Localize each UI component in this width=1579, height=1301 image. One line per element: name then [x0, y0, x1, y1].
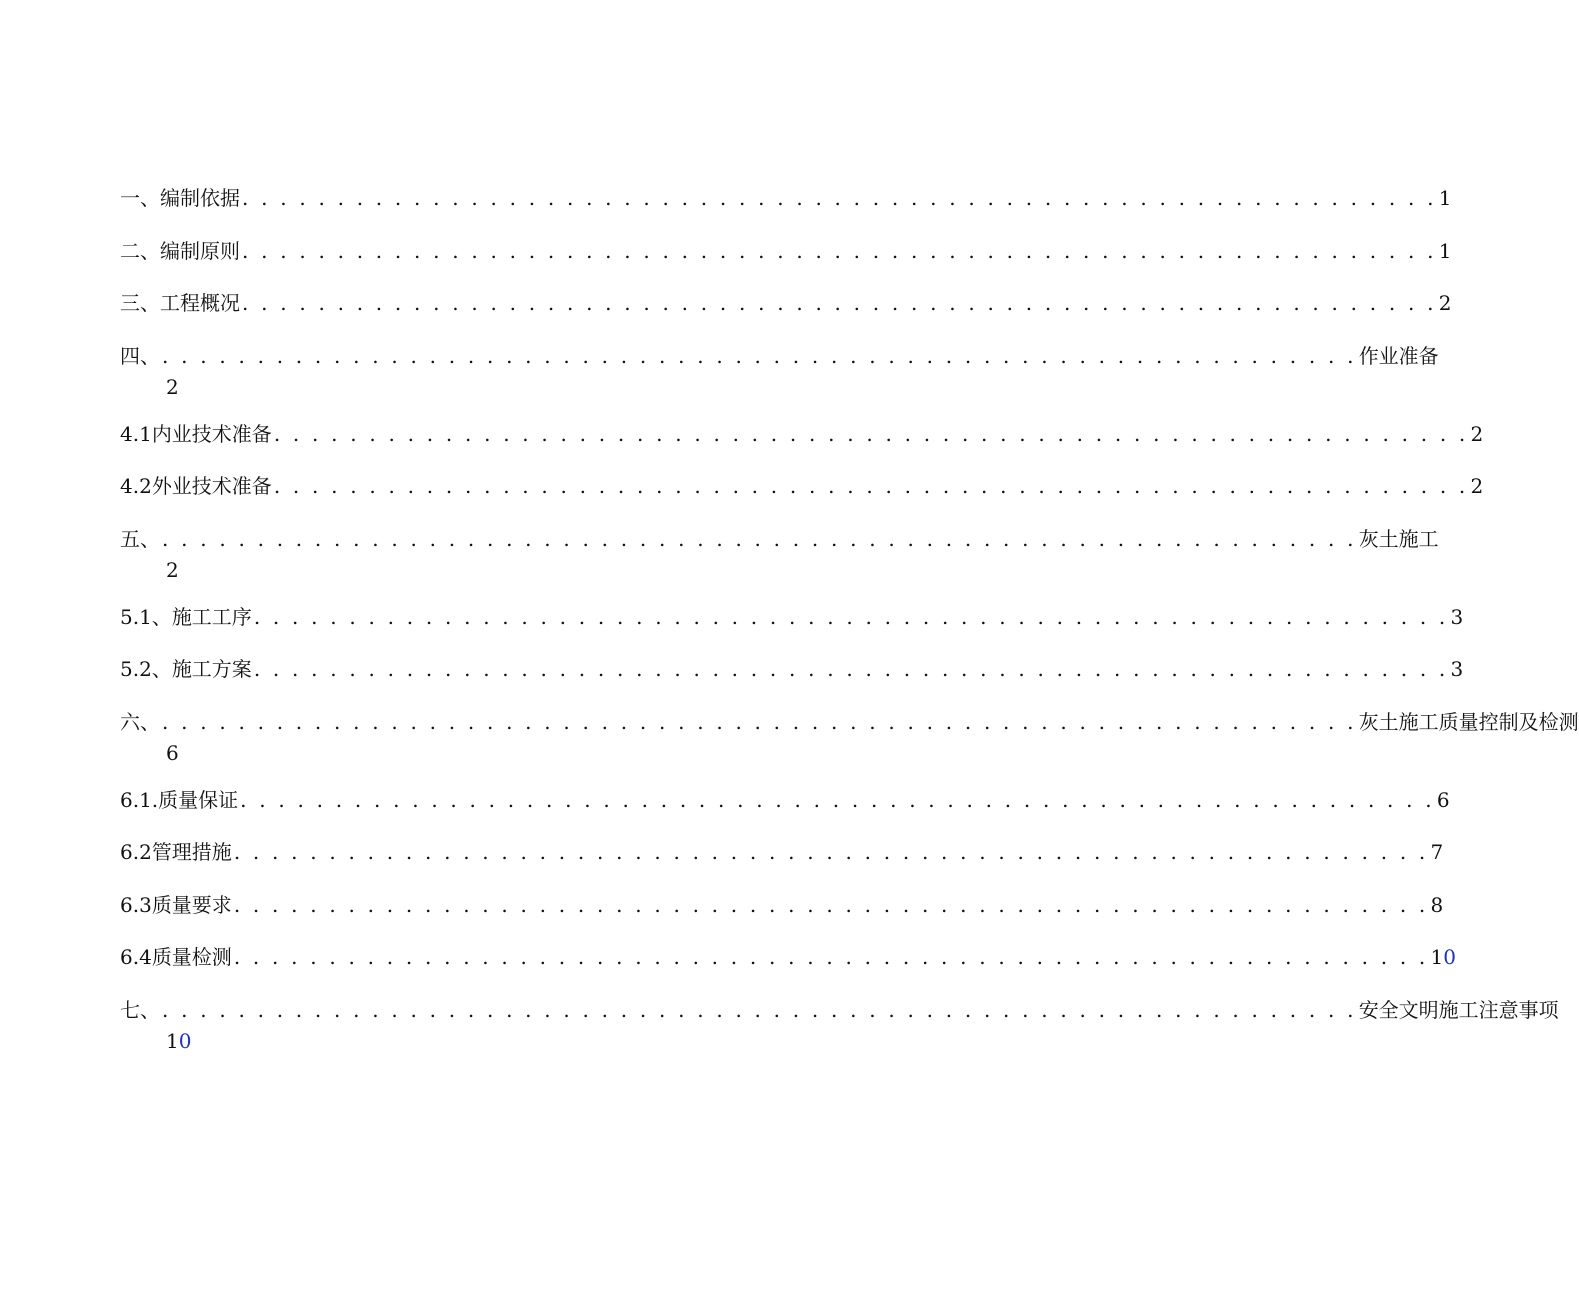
toc-entry-title: 外业技术准备: [151, 474, 272, 498]
toc-entry[interactable]: [120, 519, 1439, 597]
toc-entry-title: 施工工序: [171, 604, 252, 629]
toc-entry-title: 编制依据: [160, 186, 240, 210]
toc-entry-title: 工程概况: [160, 291, 240, 315]
table-of-contents: [120, 178, 1579, 1068]
dot-leader: . . . . . . . . . . . . . . . . . . . . . . . . . . . . . . . . . . . . . . . . . . . . . . . . . . . . . . . . . . . . . . .: [242, 291, 1437, 315]
toc-entry-page: 2: [1470, 421, 1484, 446]
dot-leader: . . . . . . . . . . . . . . . . . . . . . . . . . . . . . . . . . . . . . . . . . . . . . . . . . . . . . . . . . . . . . . .: [240, 787, 1435, 812]
toc-entry-page: 3: [1450, 604, 1464, 629]
toc-entry-page: 2: [166, 374, 179, 399]
toc-entry[interactable]: [120, 231, 1452, 284]
toc-entry-title: 安全文明施工注意事项: [1358, 997, 1559, 1022]
toc-entry[interactable]: [120, 414, 1484, 467]
toc-entry-number: 6.3: [120, 892, 152, 917]
toc-entry-title: 质量检测: [151, 945, 232, 969]
toc-entry-page: 8: [1430, 892, 1444, 917]
dot-leader: . . . . . . . . . . . . . . . . . . . . . . . . . . . . . . . . . . . . . . . . . . . . . . . . . . . . . . . . . . . . . . .: [162, 997, 1357, 1022]
toc-entry-page-digit: 1: [166, 1028, 179, 1053]
toc-entry-number: 5.1、: [120, 604, 172, 629]
toc-entry-title: 作业准备: [1358, 343, 1439, 368]
toc-entry-title: 内业技术准备: [151, 421, 272, 446]
toc-entry-page: 2: [1470, 474, 1484, 498]
toc-entry[interactable]: [120, 466, 1484, 519]
dot-leader: . . . . . . . . . . . . . . . . . . . . . . . . . . . . . . . . . . . . . . . . . . . . . . . . . . . . . . . . . . . . . . .: [162, 709, 1357, 734]
toc-entry-number: 一、: [120, 186, 160, 210]
toc-entry[interactable]: [120, 702, 1579, 780]
toc-entry-number: 4.1: [120, 421, 152, 446]
dot-leader: . . . . . . . . . . . . . . . . . . . . . . . . . . . . . . . . . . . . . . . . . . . . . . . . . . . . . . . . . . . . . . .: [253, 657, 1449, 681]
toc-entry-number: 6.1.: [120, 787, 159, 812]
dot-leader: . . . . . . . . . . . . . . . . . . . . . . . . . . . . . . . . . . . . . . . . . . . . . . . . . . . . . . . . . . . . . . .: [273, 421, 1469, 446]
toc-entry[interactable]: [120, 649, 1464, 702]
toc-entry-page-digit: 0: [178, 1028, 192, 1053]
dot-leader: . . . . . . . . . . . . . . . . . . . . . . . . . . . . . . . . . . . . . . . . . . . . . . . . . . . . . . . . . . . . . . .: [162, 526, 1357, 551]
toc-entry[interactable]: [120, 937, 1456, 990]
toc-entry-title: 施工方案: [171, 657, 252, 681]
toc-entry-number: 七、: [120, 997, 160, 1022]
dot-leader: . . . . . . . . . . . . . . . . . . . . . . . . . . . . . . . . . . . . . . . . . . . . . . . . . . . . . . . . . . . . . . .: [242, 238, 1437, 263]
toc-entry-number: 六、: [120, 709, 160, 734]
dot-leader: . . . . . . . . . . . . . . . . . . . . . . . . . . . . . . . . . . . . . . . . . . . . . . . . . . . . . . . . . . . . . . .: [242, 186, 1437, 210]
toc-entry-page: 1: [1438, 186, 1452, 210]
toc-entry-title: 管理措施: [151, 840, 232, 864]
toc-entry-number: 6.2: [120, 840, 152, 864]
toc-entry-page: 7: [1430, 840, 1444, 864]
toc-entry-number: 二、: [120, 238, 160, 263]
toc-entry[interactable]: [120, 885, 1444, 938]
toc-entry[interactable]: [120, 336, 1439, 414]
toc-entry-title: 质量保证: [158, 787, 239, 812]
toc-entry-number: 四、: [120, 343, 160, 368]
toc-entry-page: [1431, 937, 1456, 977]
dot-leader: . . . . . . . . . . . . . . . . . . . . . . . . . . . . . . . . . . . . . . . . . . . . . . . . . . . . . . . . . . . . . . .: [233, 945, 1429, 969]
toc-entry-number: 6.4: [120, 945, 152, 969]
toc-entry-page: 3: [1450, 657, 1464, 681]
toc-entry-number: 5.2、: [120, 657, 172, 681]
toc-entry[interactable]: [120, 597, 1464, 650]
toc-entry-title: 灰土施工质量控制及检测: [1358, 709, 1579, 734]
toc-entry-page: 2: [1438, 291, 1452, 315]
toc-entry-number: 三、: [120, 291, 160, 315]
toc-entry-title: 编制原则: [160, 238, 240, 263]
dot-leader: . . . . . . . . . . . . . . . . . . . . . . . . . . . . . . . . . . . . . . . . . . . . . . . . . . . . . . . . . . . . . . .: [162, 343, 1357, 368]
dot-leader: . . . . . . . . . . . . . . . . . . . . . . . . . . . . . . . . . . . . . . . . . . . . . . . . . . . . . . . . . . . . . . .: [233, 840, 1429, 864]
dot-leader: . . . . . . . . . . . . . . . . . . . . . . . . . . . . . . . . . . . . . . . . . . . . . . . . . . . . . . . . . . . . . . .: [233, 892, 1429, 917]
toc-entry-page-digit: 1: [1430, 945, 1444, 969]
toc-entry[interactable]: [120, 832, 1444, 885]
toc-entry-page: 6: [1436, 787, 1450, 812]
toc-entry[interactable]: [120, 990, 1559, 1068]
toc-entry-page: 6: [166, 740, 179, 765]
toc-entry-page: [120, 1030, 796, 1052]
toc-entry-page: 2: [166, 557, 179, 582]
toc-entry[interactable]: [120, 283, 1452, 336]
dot-leader: . . . . . . . . . . . . . . . . . . . . . . . . . . . . . . . . . . . . . . . . . . . . . . . . . . . . . . . . . . . . . . .: [253, 604, 1449, 629]
toc-entry-page: 1: [1438, 238, 1452, 263]
toc-entry-title: 灰土施工: [1358, 526, 1439, 551]
toc-entry-page-digit: 0: [1443, 945, 1456, 969]
toc-entry-number: 五、: [120, 526, 160, 551]
toc-entry[interactable]: [120, 178, 1452, 231]
toc-entry-number: 4.2: [120, 474, 152, 498]
toc-entry-title: 质量要求: [151, 892, 232, 917]
toc-entry[interactable]: [120, 780, 1450, 833]
dot-leader: . . . . . . . . . . . . . . . . . . . . . . . . . . . . . . . . . . . . . . . . . . . . . . . . . . . . . . . . . . . . . . .: [273, 474, 1469, 498]
